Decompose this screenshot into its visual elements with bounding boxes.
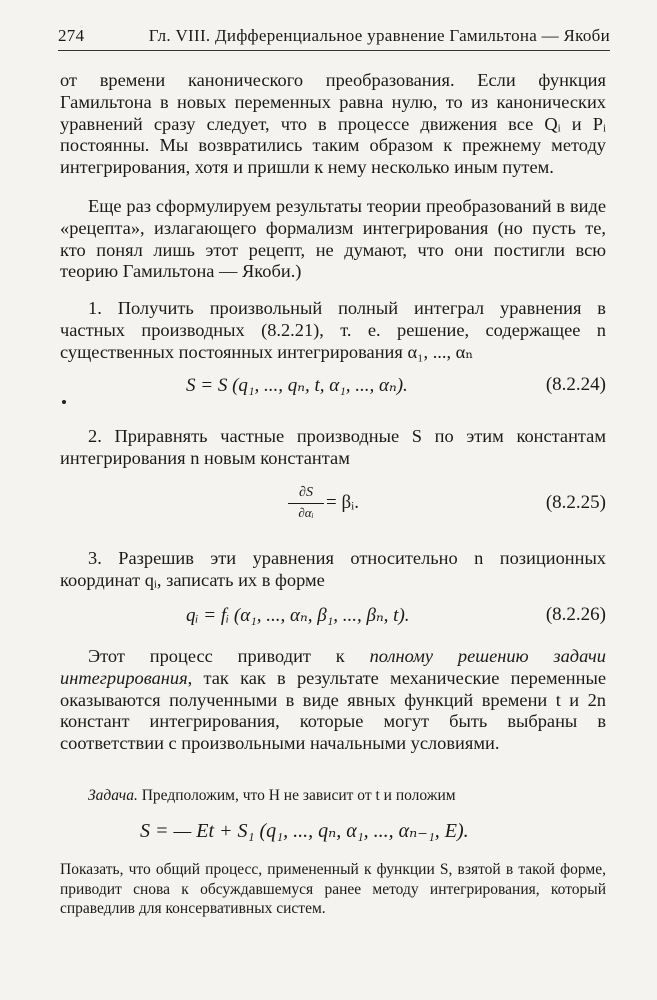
text-plain: Этот процесс приводит к	[88, 646, 370, 666]
equation-body: S = S (q₁, ..., qₙ, t, α₁, ..., αₙ).	[186, 375, 408, 396]
fraction-denominator: ∂αᵢ	[298, 505, 314, 520]
running-title: Гл. VIII. Дифференциальное уравнение Гамильтона — Якоби	[148, 26, 610, 45]
problem-label: Задача.	[88, 787, 138, 804]
equation-number: (8.2.25)	[545, 492, 606, 513]
equation-8-2-24	[60, 374, 606, 400]
equation-problem	[60, 818, 606, 844]
paragraph-step-2: 2. Приравнять частные производные S по этим константам интегрирования n новым константам	[60, 426, 606, 468]
fraction-numerator: ∂S	[299, 485, 313, 500]
problem-statement	[60, 786, 606, 806]
equation-number: (8.2.24)	[545, 374, 606, 395]
problem-text: Предположим, что H не зависит от t и положим	[141, 787, 456, 804]
equation-number: (8.2.26)	[545, 604, 606, 625]
paragraph-step-1: 1. Получить произвольный полный интеграл уравнения в частных производных (8.2.21), т. е. решение, содержащее n существенных постоянных интегрирования α₁, ..., αₙ	[60, 298, 606, 362]
equation-8-2-26	[60, 604, 606, 630]
problem-conclusion: Показать, что общий процесс, примененный к функции S, взятой в такой форме, приводит снова к обсуждавшемуся ранее методу интегрирования, который справедлив для консервативных систем.	[60, 861, 606, 917]
paragraph-step-3: 3. Разрешив эти уравнения относительно n позиционных координат qᵢ, записать их в форме	[60, 548, 606, 590]
equation-body: S = — Et + S₁ (q₁, ..., qₙ, α₁, ..., αₙ₋₁, E).	[140, 820, 469, 842]
header-rule	[58, 50, 610, 51]
equation-rhs: = βᵢ.	[326, 492, 359, 513]
equation-body: qᵢ = fᵢ (α₁, ..., αₙ, β₁, ..., βₙ, t).	[186, 605, 410, 626]
text-plain: , так как в результате механические переменные оказываются полученными в виде явных функций времени t и 2n констант интегрирования, которые могут быть выбраны в соответствии с произвольными начальными условиями.	[60, 667, 606, 754]
paragraph-conclusion	[60, 646, 606, 755]
page-number: 274	[58, 26, 85, 45]
paragraph-recipe-intro: Еще раз сформулируем результаты теории преобразований в виде «рецепта», излагающего формализм интегрирования (но пусть те, кто понял лишь этот рецепт, не думают, что они постигли всю теорию Гамильтона — Якоби.)	[60, 196, 606, 282]
print-speck	[62, 400, 66, 404]
paragraph-continuation: от времени канонического преобразования. Если функция Гамильтона в новых переменных равна нулю, то из канонических уравнений сразу следует, что в процессе движения все Qᵢ и Pᵢ постоянны. Мы возвратились таким образом к прежнему методу интегрирования, хотя и пришли к нему несколько иным путем.	[60, 70, 606, 178]
equation-8-2-25	[60, 492, 606, 518]
text-italic-emphasis: полному решению задачи интегрирования	[60, 646, 607, 688]
running-header	[58, 26, 610, 48]
